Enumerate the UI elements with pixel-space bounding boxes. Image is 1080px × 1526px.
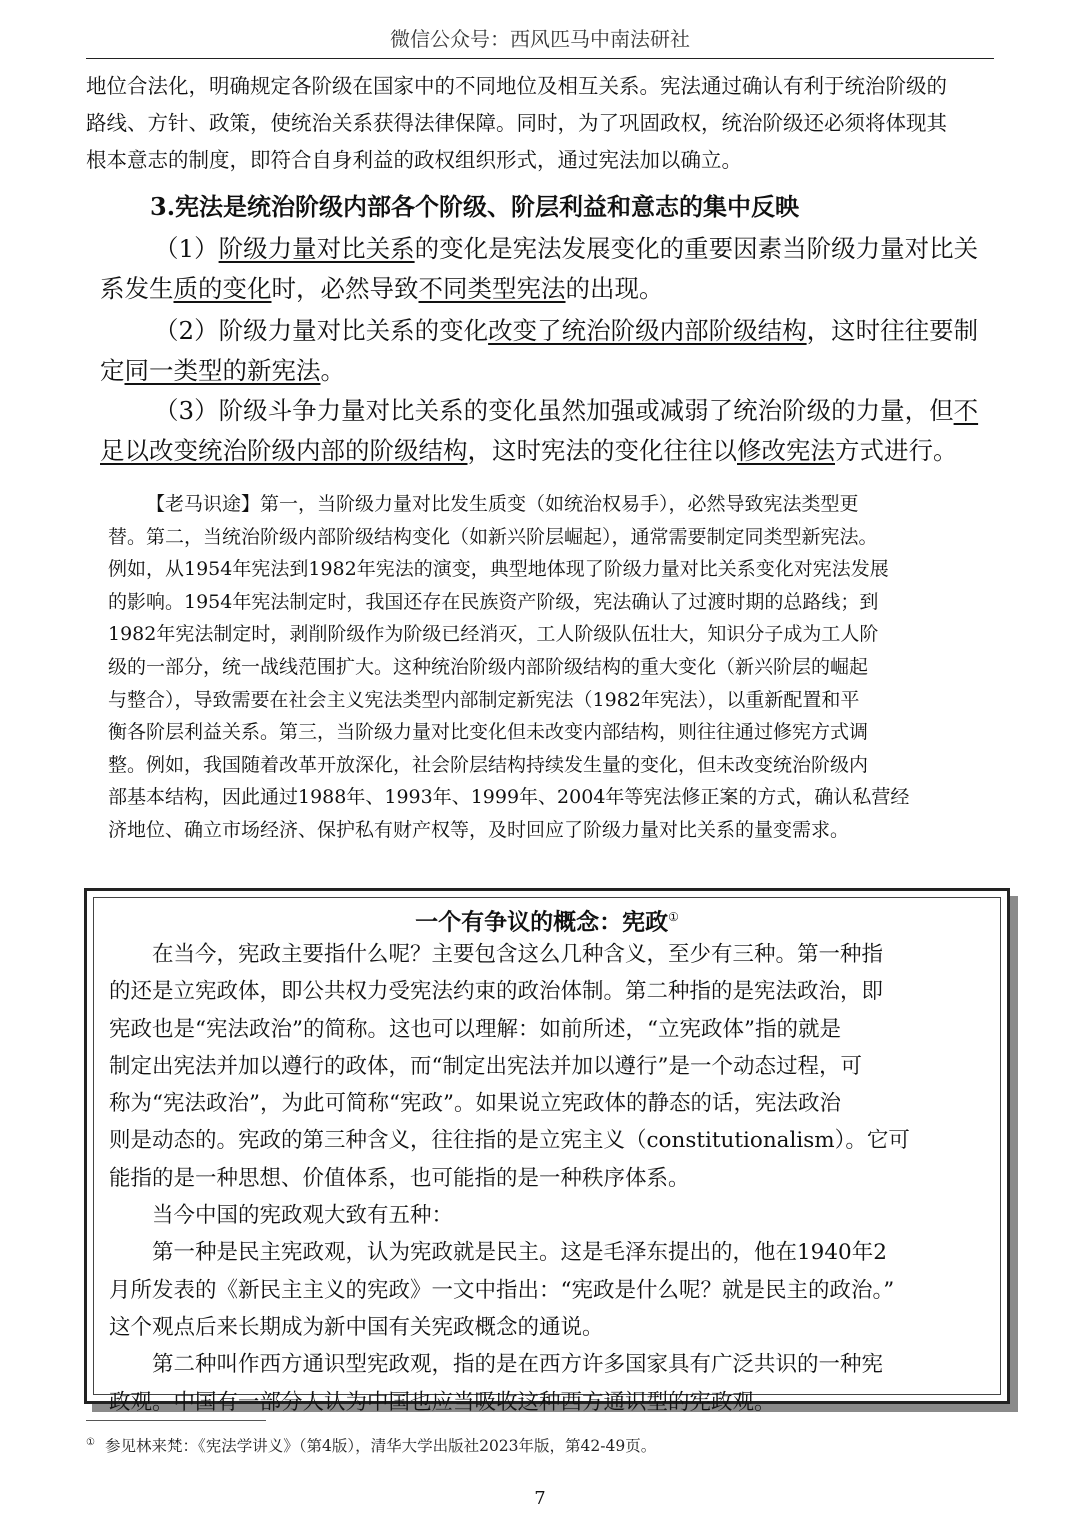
text-line: 济地位、确立市场经济、保护私有财产权等，及时回应了阶级力量对比关系的量变需求。 xyxy=(108,818,850,841)
underlined-term: 同一类型的新宪法 xyxy=(124,356,321,385)
text-line xyxy=(100,431,990,471)
underlined-term: 不 xyxy=(953,396,979,425)
page-header: 微信公众号：西风匹马中南法研社 xyxy=(86,20,994,59)
underlined-term: 改变了统治阶级内部阶级结构 xyxy=(488,316,807,345)
text-line: 替。第二，当统治阶级内部阶级结构变化（如新兴阶层崛起），通常需要制定同类型新宪法。 xyxy=(108,525,878,548)
text-run: （1） xyxy=(154,234,219,263)
text-run: 方式进行。 xyxy=(835,436,958,465)
footnote-marker: ① xyxy=(86,1437,95,1448)
text-line: 地位合法化，明确规定各阶级在国家中的不同地位及相互关系。宪法通过确认有利于统治阶级的 xyxy=(86,74,947,98)
footnote-marker: ① xyxy=(668,910,679,924)
concept-box-title xyxy=(94,900,1000,940)
text-line: 这个观点后来长期成为新中国有关宪政概念的通说。 xyxy=(109,1314,604,1340)
footnote-divider xyxy=(86,1420,266,1421)
text-line: 制定出宪法并加以遵行的政体，而“制定出宪法并加以遵行”是一个动态过程，可 xyxy=(109,1053,862,1079)
concept-box xyxy=(84,888,1010,1415)
text-run: 定 xyxy=(100,356,125,385)
text-run: ，这时往往要制 xyxy=(806,316,979,345)
intro-paragraph xyxy=(86,68,996,179)
concept-box-inner xyxy=(93,897,1001,1415)
point-1 xyxy=(100,229,990,309)
text-run: （2）阶级力量对比关系的变化 xyxy=(154,316,489,345)
section-heading: 3.宪法是统治阶级内部各个阶级、阶层利益和意志的集中反映 xyxy=(150,192,800,221)
text-line: 路线、方针、政策，使统治关系获得法律保障。同时，为了巩固政权，统治阶级还必须将体现其 xyxy=(86,111,947,135)
text-run: 系发生 xyxy=(100,274,174,303)
text-line: 根本意志的制度，即符合自身利益的政权组织形式，通过宪法加以确立。 xyxy=(86,148,742,172)
underlined-term: 不同类型宪法 xyxy=(418,274,566,303)
text-run: （3）阶级斗争力量对比关系的变化虽然加强或减弱了统治阶级的力量，但 xyxy=(154,396,954,425)
underlined-term: 足以改变统治阶级内部的阶级结构 xyxy=(100,436,468,465)
text-line: 月所发表的《新民主主义的宪政》一文中指出：“宪政是什么呢？就是民主的政治。” xyxy=(109,1277,895,1303)
text-line: 政观。中国有一部分人认为中国也应当吸收这种西方通识型的宪政观。 xyxy=(109,1389,776,1415)
text-line: 的还是立宪政体，即公共权力受宪法约束的政治体制。第二种指的是宪法政治，即 xyxy=(109,979,884,1005)
text-line xyxy=(100,311,990,351)
text-line: 整。例如，我国随着改革开放深化，社会阶层结构持续发生量的变化，但未改变统治阶级内 xyxy=(108,753,869,776)
box-title-text: 一个有争议的概念：宪政 xyxy=(415,908,669,936)
text-line: 称为“宪法政治”，为此可简称“宪政”。如果说立宪政体的静态的话，宪法政治 xyxy=(109,1091,841,1117)
text-line: 例如，从1954年宪法到1982年宪法的演变，典型地体现了阶级力量对比关系变化对宪法发展 xyxy=(108,558,889,581)
text-line: 的影响。1954年宪法制定时，我国还存在民族资产阶级，宪法确认了过渡时期的总路线；到 xyxy=(108,590,879,613)
footnote-text: 参见林来梵：《宪法学讲义》（第4版），清华大学出版社2023年版，第42-49页。 xyxy=(104,1437,657,1456)
text-line: 能指的是一种思想、价值体系，也可能指的是一种秩序体系。 xyxy=(109,1165,690,1191)
text-line: 级的一部分，统一战线范围扩大。这种统治阶级内部阶级结构的重大变化（新兴阶层的崛起 xyxy=(108,655,869,678)
text-run: 时，必然导致 xyxy=(271,274,419,303)
text-line: 宪政也是“宪法政治”的简称。这也可以理解：如前所述，“立宪政体”指的就是 xyxy=(109,1016,841,1042)
point-2 xyxy=(100,311,990,391)
laoma-note xyxy=(108,488,988,847)
concept-box-body xyxy=(109,936,999,1421)
text-line: 当今中国的宪政观大致有五种： xyxy=(109,1203,454,1229)
text-line: 衡各阶层利益关系。第三，当阶级力量对比变化但未改变内部结构，则往往通过修宪方式调 xyxy=(108,721,869,744)
footnote xyxy=(86,1430,656,1459)
text-line: 部基本结构，因此通过1988年、1993年、1999年、2004年等宪法修正案的方式，确认私营经 xyxy=(108,786,910,809)
text-run: 的变化是宪法发展变化的重要因素当阶级力量对比关 xyxy=(414,234,979,263)
underlined-term: 修改宪法 xyxy=(737,436,835,465)
text-run: 的出现。 xyxy=(565,274,664,303)
text-line: 第二种叫作西方通识型宪政观，指的是在西方许多国家具有广泛共识的一种宪 xyxy=(109,1352,884,1378)
text-line: 在当今，宪政主要指什么呢？主要包含这么几种含义，至少有三种。第一种指 xyxy=(109,942,884,967)
text-line xyxy=(100,391,990,431)
underlined-term: 质的变化 xyxy=(173,274,272,303)
text-line: 第一种是民主宪政观，认为宪政就是民主。这是毛泽东提出的，他在1940年2 xyxy=(109,1240,887,1266)
text-run: 。 xyxy=(320,356,345,385)
text-line xyxy=(100,351,990,391)
text-line: 【老马识途】第一，当阶级力量对比发生质变（如统治权易手），必然导致宪法类型更 xyxy=(146,493,859,515)
text-line xyxy=(100,269,990,309)
page-number: 7 xyxy=(534,1488,546,1509)
underlined-term: 阶级力量对比关系 xyxy=(218,234,415,263)
text-line: 则是动态的。宪政的第三种含义，往往指的是立宪主义（constitutionalism）。它可 xyxy=(109,1128,910,1154)
text-run: ，这时宪法的变化往往以 xyxy=(467,436,737,465)
text-line xyxy=(100,229,990,269)
text-line: 1982年宪法制定时，剥削阶级作为阶级已经消灭，工人阶级队伍壮大，知识分子成为工人阶 xyxy=(108,623,879,646)
point-3 xyxy=(100,391,990,471)
text-line: 与整合），导致需要在社会主义宪法类型内部制定新宪法（1982年宪法），以重新配置和平 xyxy=(108,688,860,711)
